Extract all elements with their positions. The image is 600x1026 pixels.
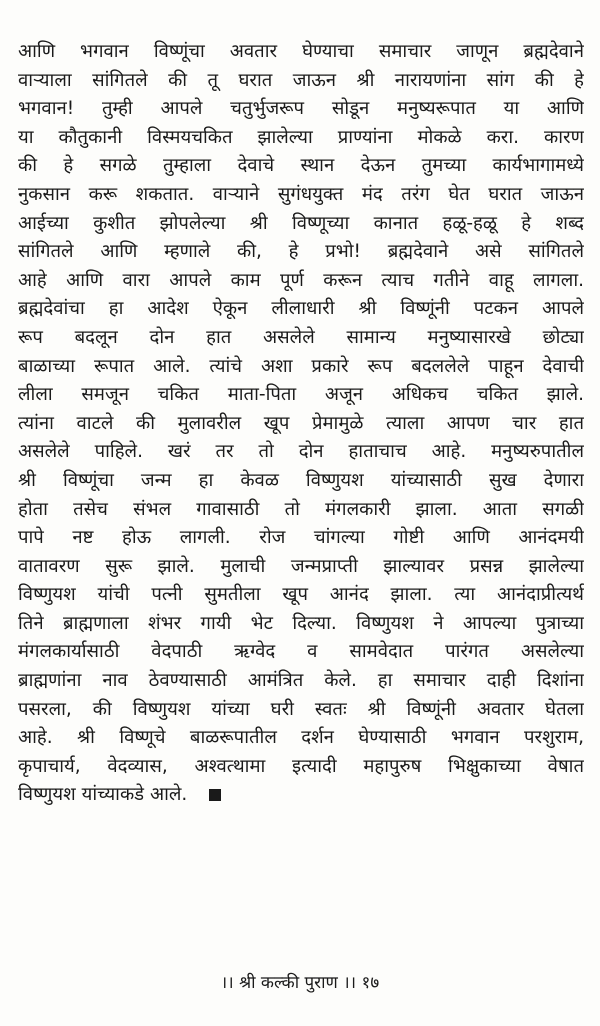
text-line-6: नुकसान करू शकतात. वाऱ्याने सुगंधयुक्त मंद तरंग घेत घरात जाऊन [18,183,584,205]
text-line-12: बाळाच्या रूपात आले. त्यांचे अशा प्रकारे रूप बदललेले पाहून देवाची [18,355,584,377]
text-line-23: ब्राह्मणांना नाव ठेवण्यासाठी आमंत्रित केले. हा समाचार दाही दिशांना [18,670,584,692]
text-line-21: तिने ब्राह्मणाला शंभर गायी भेट दिल्या. विष्णुयश ने आपल्या पुत्राच्या [18,612,584,634]
text-line-20: विष्णुयश यांची पत्नी सुमतीला खूप आनंद झाला. त्या आनंदाप्रीत्यर्थ [18,584,584,606]
end-of-section-square-icon [209,789,221,801]
text-line-24: पसरला, की विष्णुयश यांच्या घरी स्वतः श्री विष्णूंनी अवतार घेतला [18,698,584,720]
text-line-22: मंगलकार्यासाठी वेदपाठी ऋग्वेद व सामवेदात पारंगत असलेल्या [18,641,584,663]
text-line-17: होता तसेच संभल गावासाठी तो मंगलकारी झाला. आता सगळी [18,498,584,520]
body-text [18,38,584,810]
text-line-26: कृपाचार्य, वेदव्यास, अश्वत्थामा इत्यादी महापुरुष भिक्षुकाच्या वेषात [18,755,584,777]
text-line-5: की हे सगळे तुम्हाला देवाचे स्थान देऊन तुमच्या कार्यभागामध्ये [18,155,584,177]
text-line-4: या कौतुकानी विस्मयचकित झालेल्या प्राण्यांना मोकळे करा. कारण [18,126,584,148]
text-line-25: आहे. श्री विष्णूचे बाळरूपातील दर्शन घेण्यासाठी भगवान परशुराम, [18,727,584,749]
text-line-27 [18,781,584,810]
text-line-14: त्यांना वाटले की मुलावरील खूप प्रेमामुळे त्याला आपण चार हात [18,412,584,434]
text-line-1: आणि भगवान विष्णूंचा अवतार घेण्याचा समाचार जाणून ब्रह्मदेवाने [18,41,584,62]
text-line-2: वाऱ्याला सांगितले की तू घरात जाऊन श्री नारायणांना सांग की हे [18,69,584,91]
text-line-16: श्री विष्णूंचा जन्म हा केवळ विष्णुयश यांच्यासाठी सुख देणारा [18,469,584,491]
text-line-11: रूप बदलून दोन हात असलेले सामान्य मनुष्यासारखे छोट्या [18,326,584,348]
text-line-10: ब्रह्मदेवांचा हा आदेश ऐकून लीलाधारी श्री विष्णूंनी पटकन आपले [18,298,584,320]
text-line-15: असलेले पाहिले. खरं तर तो दोन हाताचाच आहे. मनुष्यरुपातील [18,441,584,463]
text-line-9: आहे आणि वारा आपले काम पूर्ण करून त्याच गतीने वाहू लागला. [18,269,584,291]
text-line-27-content: विष्णुयश यांच्याकडे आले. [18,784,188,806]
text-line-13: लीला समजून चकित माता-पिता अजून अधिकच चकित झाले. [18,384,584,406]
text-line-8: सांगितले आणि म्हणाले की, हे प्रभो! ब्रह्मदेवाने असे सांगितले [18,241,584,263]
text-line-18: पापे नष्ट होऊ लागली. रोज चांगल्या गोष्टी आणि आनंदमयी [18,527,584,549]
text-line-19: वातावरण सुरू झाले. मुलाची जन्मप्राप्ती झाल्यावर प्रसन्न झालेल्या [18,555,584,577]
text-line-3: भगवान! तुम्ही आपले चतुर्भुजरूप सोडून मनुष्यरूपात या आणि [18,98,584,120]
page-footer: ।। श्री कल्की पुराण ।। १७ [220,973,380,993]
text-line-7: आईच्या कुशीत झोपलेल्या श्री विष्णूच्या कानात हळू-हळू हे शब्द [18,212,584,234]
